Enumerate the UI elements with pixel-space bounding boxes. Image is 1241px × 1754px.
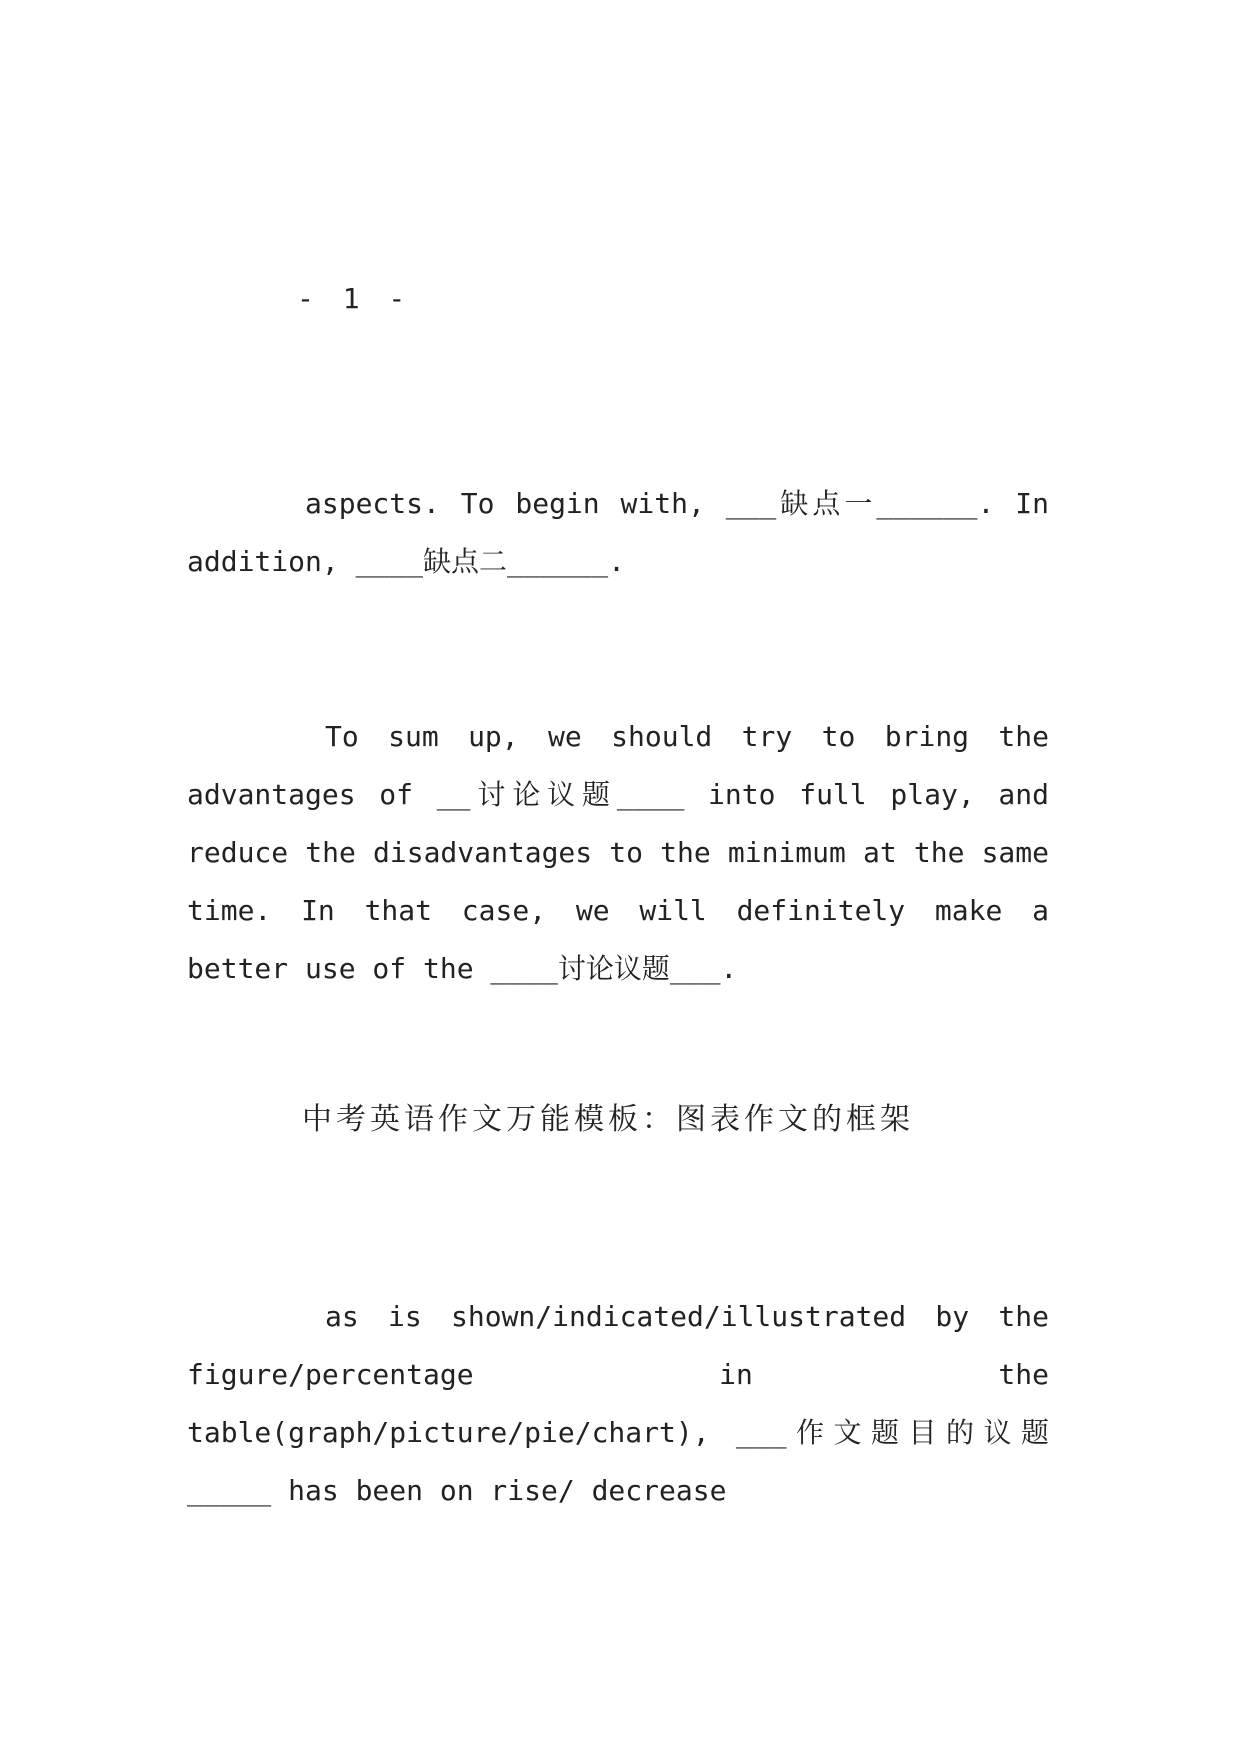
paragraph-chart-template: as is shown/indicated/illustrated by the figure/percentage in the table(graph/picture/pie/chart), ___作文题目的议题_____ has been on rise/ decrease	[187, 1300, 1049, 1507]
section-heading: 中考英语作文万能模板：图表作文的框架	[302, 1102, 914, 1137]
paragraph-conclusion: To sum up, we should try to bring the advantages of __讨论议题____ into full play, and reduce the disadvantages to the minimum at the same time. In that case, we will definitely make a better use of the ____讨论议题___.	[187, 720, 1049, 985]
page-number: - 1 -	[297, 282, 412, 315]
paragraph-disadvantages: aspects. To begin with, ___缺点一______. In addition, ____缺点二______.	[187, 487, 1049, 578]
